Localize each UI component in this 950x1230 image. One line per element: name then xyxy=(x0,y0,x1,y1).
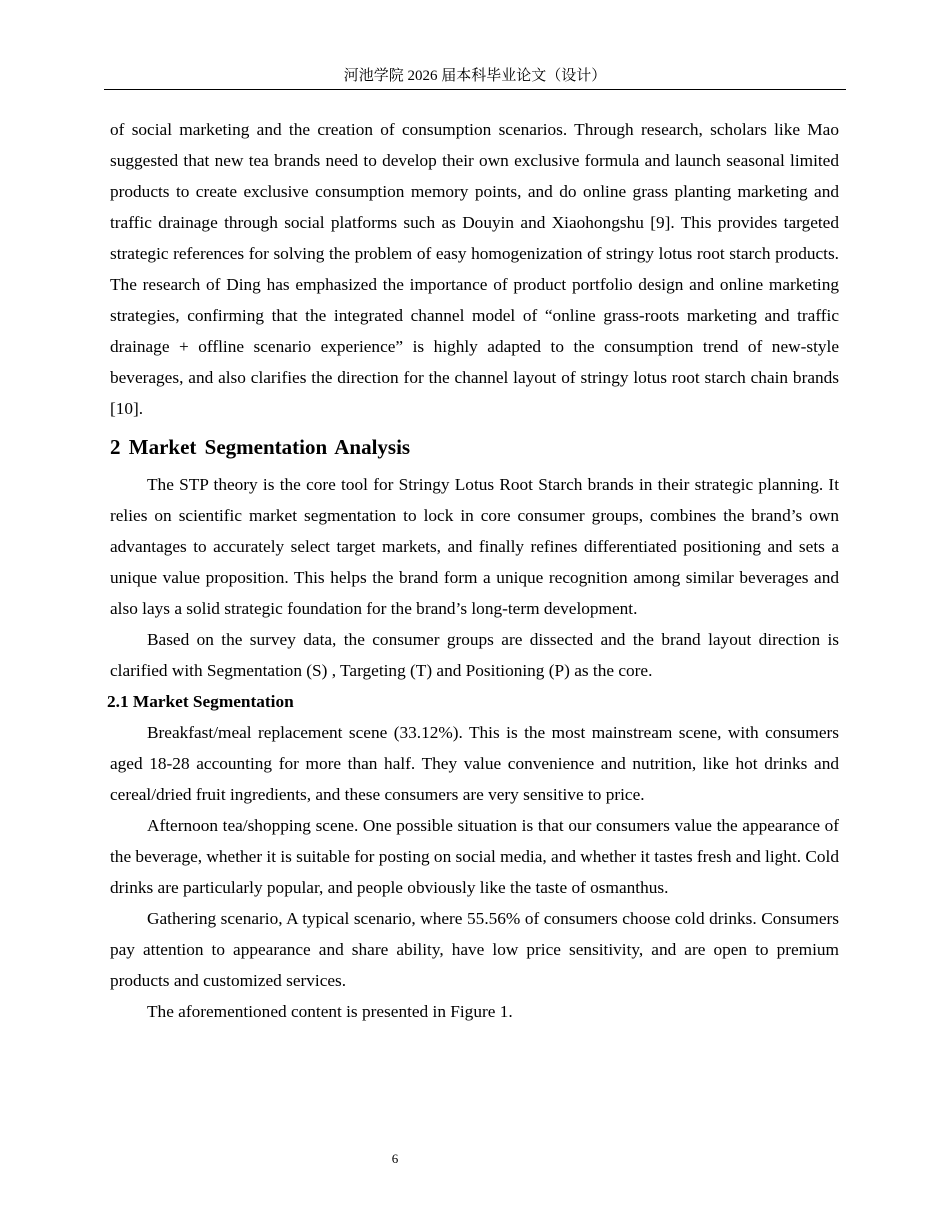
paragraph-literature-continued: of social marketing and the creation of consumption scenarios. Through research, scholars like Mao suggested that new tea brands need to develop their own exclusive formula and launch seasonal limited products to create exclusive consumption memory points, and do online grass planting marketing and traffic drainage through social platforms such as Douyin and Xiaohongshu [9]. This provides targeted strategic references for solving the problem of easy homogenization of stringy lotus root starch products. The research of Ding has emphasized the importance of product portfolio design and online marketing strategies, confirming that the integrated channel model of “online grass-roots marketing and traffic drainage + offline scenario experience” is highly adapted to the consumption trend of new-style beverages, and also clarifies the direction for the channel layout of stringy lotus root starch chain brands [10]. xyxy=(110,120,839,418)
paragraph-stp-theory: The STP theory is the core tool for Stringy Lotus Root Starch brands in their strategic planning. It relies on scientific market segmentation to lock in core consumer groups, combines the brand’s own advantages to accurately select target markets, and finally refines differentiated positioning and sets a unique value proposition. This helps the brand form a unique recognition among similar beverages and also lays a solid strategic foundation for the brand’s long-term development. xyxy=(110,475,839,618)
page-number: 6 xyxy=(391,1151,399,1166)
paragraph-gathering-scene: Gathering scenario, A typical scenario, where 55.56% of consumers choose cold drinks. Consumers pay attention to appearance and share ability, have low price sensitivity, and are open to premium products and customized services. xyxy=(110,909,839,990)
paragraph-figure-reference: The aforementioned content is presented in Figure 1. xyxy=(147,1002,513,1021)
running-header: 河池学院 2026 届本科毕业论文（设计） xyxy=(343,68,607,84)
paragraph-survey-data: Based on the survey data, the consumer groups are dissected and the brand layout direction is clarified with Segmentation (S) , Targeting (T) and Positioning (P) as the core. xyxy=(110,630,839,680)
page-body xyxy=(107,114,839,1027)
paragraph-breakfast-scene: Breakfast/meal replacement scene (33.12%). This is the most mainstream scene, with consumers aged 18-28 accounting for more than half. They value convenience and nutrition, like hot drinks and cereal/dried fruit ingredients, and these consumers are very sensitive to price. xyxy=(110,723,839,804)
header-divider xyxy=(104,89,846,90)
section-heading: 2 Market Segmentation Analysis xyxy=(110,435,411,459)
subsection-heading: 2.1 Market Segmentation xyxy=(107,692,294,711)
paragraph-afternoon-tea-scene: Afternoon tea/shopping scene. One possible situation is that our consumers value the appearance of the beverage, whether it is suitable for posting on social media, and whether it tastes fresh and light. Cold drinks are particularly popular, and people obviously like the taste of osmanthus. xyxy=(110,816,839,897)
